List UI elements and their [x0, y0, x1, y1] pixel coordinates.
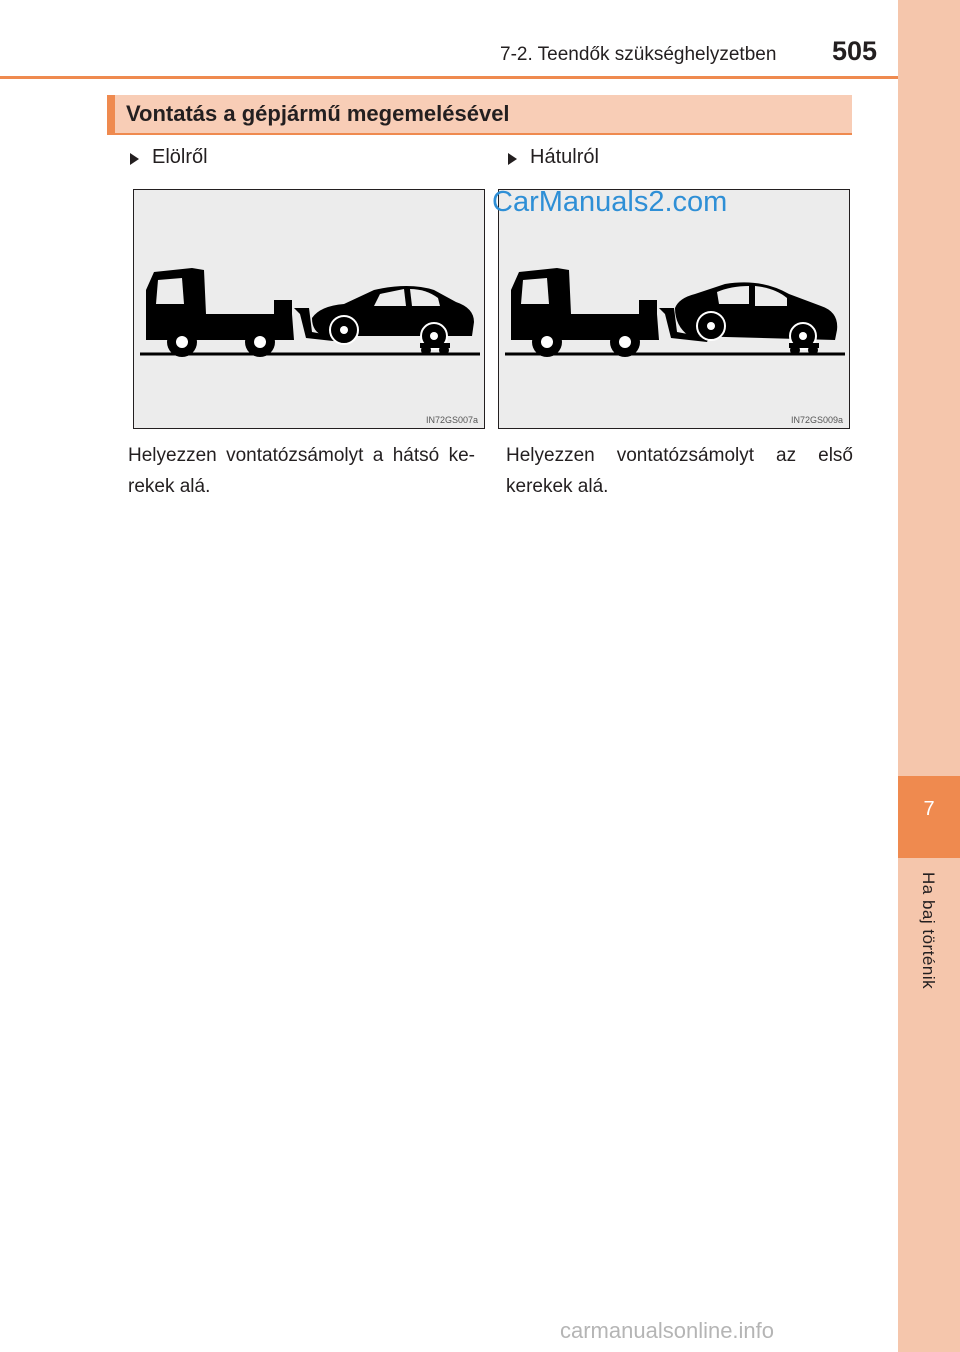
figure-heading-rear: Hátulról — [530, 146, 599, 168]
chapter-title: Ha baj történik — [919, 872, 938, 990]
section-title: Vontatás a gépjármű megemelésével — [126, 101, 510, 126]
chapter-number: 7 — [923, 798, 935, 820]
figure-heading-front: Elölről — [152, 146, 208, 168]
figure-caption-rear: Helyezzen vontatózsámolyt az első kerekek alá. — [506, 445, 853, 497]
page-number: 505 — [832, 36, 878, 66]
figure-code: IN72GS007a — [425, 415, 478, 425]
tow-figure-front — [133, 189, 485, 429]
figure-caption-front: Helyezzen vontatózsámolyt a hátsó ke-rekek alá. — [128, 445, 475, 497]
header-rule — [0, 76, 898, 79]
tow-truck-illustration — [134, 190, 486, 430]
bullet-arrow-icon — [130, 153, 139, 165]
tow-figure-rear — [498, 189, 850, 429]
running-head: 7-2. Teendők szükséghelyzetben — [500, 44, 777, 65]
bullet-arrow-icon — [508, 153, 517, 165]
watermark-top: CarManuals2.com — [492, 186, 728, 218]
chapter-side-strip — [898, 0, 960, 1352]
watermark-bottom: carmanualsonline.info — [560, 1318, 775, 1343]
section-bar-accent — [107, 95, 115, 135]
figure-code: IN72GS009a — [790, 415, 843, 425]
tow-truck-illustration — [499, 190, 851, 430]
